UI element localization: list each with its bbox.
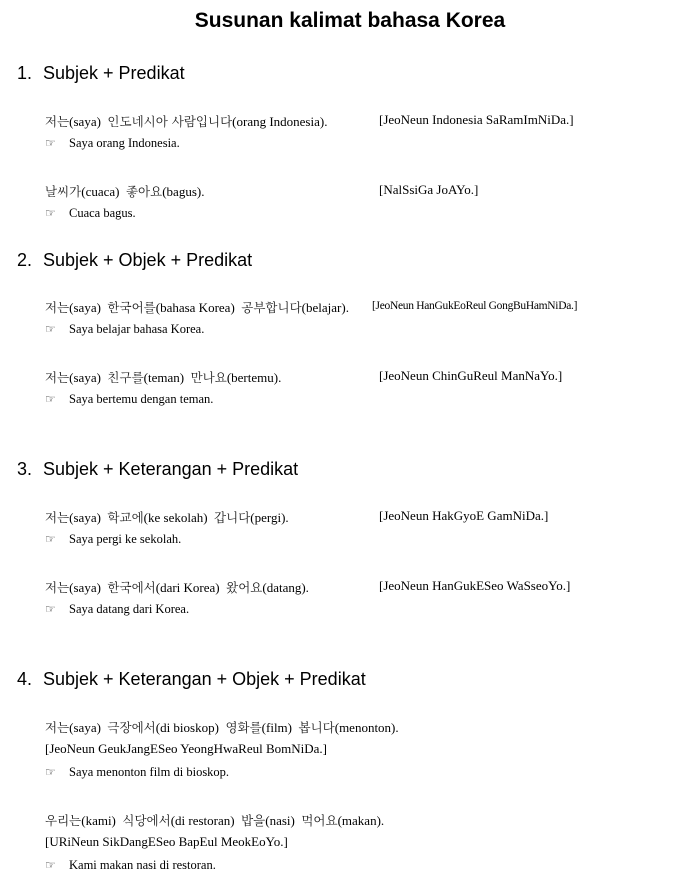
korean-sentence [45,298,349,316]
korean-sentence [45,811,384,829]
section-number: 4. [17,669,33,689]
romanization: [JeoNeun ChinGuReul ManNaYo.] [379,368,563,383]
section-heading-2 [17,250,252,271]
romanization: [JeoNeun HanGukEoReul GongBuHamNiDa.] [372,300,578,312]
korean-word: 만나요 [190,370,227,385]
word-gloss: (makan). [337,813,385,828]
korean-word: 한국어를 [107,300,156,315]
word-gloss: (saya) [69,720,101,735]
romanization: [JeoNeun HanGukESeo WaSseoYo.] [379,578,571,593]
word-gloss: (film) [261,720,292,735]
translation-line [45,765,229,780]
section-number: 3. [17,459,33,479]
translation-text: Saya orang Indonesia. [69,136,180,150]
translation-line [45,602,189,617]
translation-text: Saya belajar bahasa Korea. [69,322,205,336]
korean-word: 날씨가 [45,184,82,199]
word-gloss: (belajar). [301,300,349,315]
korean-word: 저는 [45,300,70,315]
translation-text: Cuaca bagus. [69,206,136,220]
korean-word: 밥을 [241,813,266,828]
translation-text: Saya bertemu dengan teman. [69,392,214,406]
korean-word: 저는 [45,580,70,595]
word-gloss: (datang). [262,580,309,595]
korean-word: 영화를 [225,720,262,735]
word-gloss: (saya) [69,114,101,129]
translation-text: Saya menonton film di bioskop. [69,765,230,779]
translation-line [45,136,180,151]
section-title: Subjek + Keterangan + Predikat [43,459,299,479]
translation-text: Saya pergi ke sekolah. [69,532,182,546]
word-gloss: (bagus). [162,184,205,199]
word-gloss: (kami) [81,813,116,828]
section-title: Subjek + Keterangan + Objek + Predikat [43,669,366,689]
korean-word: 왔어요 [226,580,263,595]
korean-word: 식당에서 [122,813,171,828]
pointing-hand-icon: ☞ [45,322,56,336]
korean-sentence [45,578,309,596]
romanization: [NalSsiGa JoAYo.] [379,182,479,197]
korean-word: 극장에서 [107,720,156,735]
word-gloss: (dari Korea) [155,580,220,595]
pointing-hand-icon: ☞ [45,532,56,546]
word-gloss: (di bioskop) [155,720,219,735]
pointing-hand-icon: ☞ [45,765,56,779]
translation-line [45,322,204,337]
pointing-hand-icon: ☞ [45,206,56,220]
word-gloss: (orang Indonesia). [232,114,328,129]
pointing-hand-icon: ☞ [45,136,56,150]
section-number: 1. [17,63,33,83]
romanization: [JeoNeun Indonesia SaRamImNiDa.] [379,112,574,127]
korean-word: 저는 [45,720,70,735]
korean-word: 저는 [45,114,70,129]
korean-sentence [45,508,289,526]
section-number: 2. [17,250,33,270]
korean-word: 저는 [45,370,70,385]
korean-word: 친구를 [107,370,144,385]
korean-word: 저는 [45,510,70,525]
word-gloss: (nasi) [265,813,295,828]
korean-word: 갑니다 [214,510,251,525]
word-gloss: (bertemu). [226,370,282,385]
section-title: Subjek + Objek + Predikat [43,250,253,270]
translation-line [45,206,136,221]
section-heading-1 [17,63,185,84]
word-gloss: (saya) [69,370,101,385]
word-gloss: (teman) [143,370,185,385]
translation-text: Saya datang dari Korea. [69,602,190,616]
korean-sentence [45,182,204,200]
section-heading-3 [17,459,298,480]
romanization: [URiNeun SikDangESeo BapEul MeokEoYo.] [45,834,288,849]
word-gloss: (saya) [69,510,101,525]
korean-word: 좋아요 [125,184,163,199]
word-gloss: (cuaca) [81,184,120,199]
translation-line [45,858,216,873]
pointing-hand-icon: ☞ [45,858,56,872]
korean-word: 먹어요 [301,813,338,828]
word-gloss: (bahasa Korea) [155,300,235,315]
word-gloss: (ke sekolah) [143,510,208,525]
page-title: Susunan kalimat bahasa Korea [194,9,506,32]
korean-word: 한국에서 [107,580,156,595]
korean-word: 공부합니다 [241,300,302,315]
translation-line [45,532,181,547]
word-gloss: (saya) [69,300,101,315]
pointing-hand-icon: ☞ [45,392,56,406]
korean-sentence [45,368,281,386]
translation-text: Kami makan nasi di restoran. [69,858,216,872]
korean-word: 봅니다 [298,720,335,735]
word-gloss: (di restoran) [170,813,235,828]
romanization: [JeoNeun GeukJangESeo YeongHwaReul BomNiDa.] [45,741,327,756]
korean-word: 학교에 [107,510,144,525]
word-gloss: (menonton). [334,720,399,735]
korean-word: 인도네시아 사람입니다 [107,114,233,129]
translation-line [45,392,213,407]
section-title: Subjek + Predikat [43,63,185,83]
romanization: [JeoNeun HakGyoE GamNiDa.] [379,508,549,523]
section-heading-4 [17,669,366,690]
korean-sentence [45,112,327,130]
word-gloss: (pergi). [250,510,289,525]
korean-sentence [45,718,399,736]
word-gloss: (saya) [69,580,101,595]
korean-word: 우리는 [45,813,82,828]
pointing-hand-icon: ☞ [45,602,56,616]
